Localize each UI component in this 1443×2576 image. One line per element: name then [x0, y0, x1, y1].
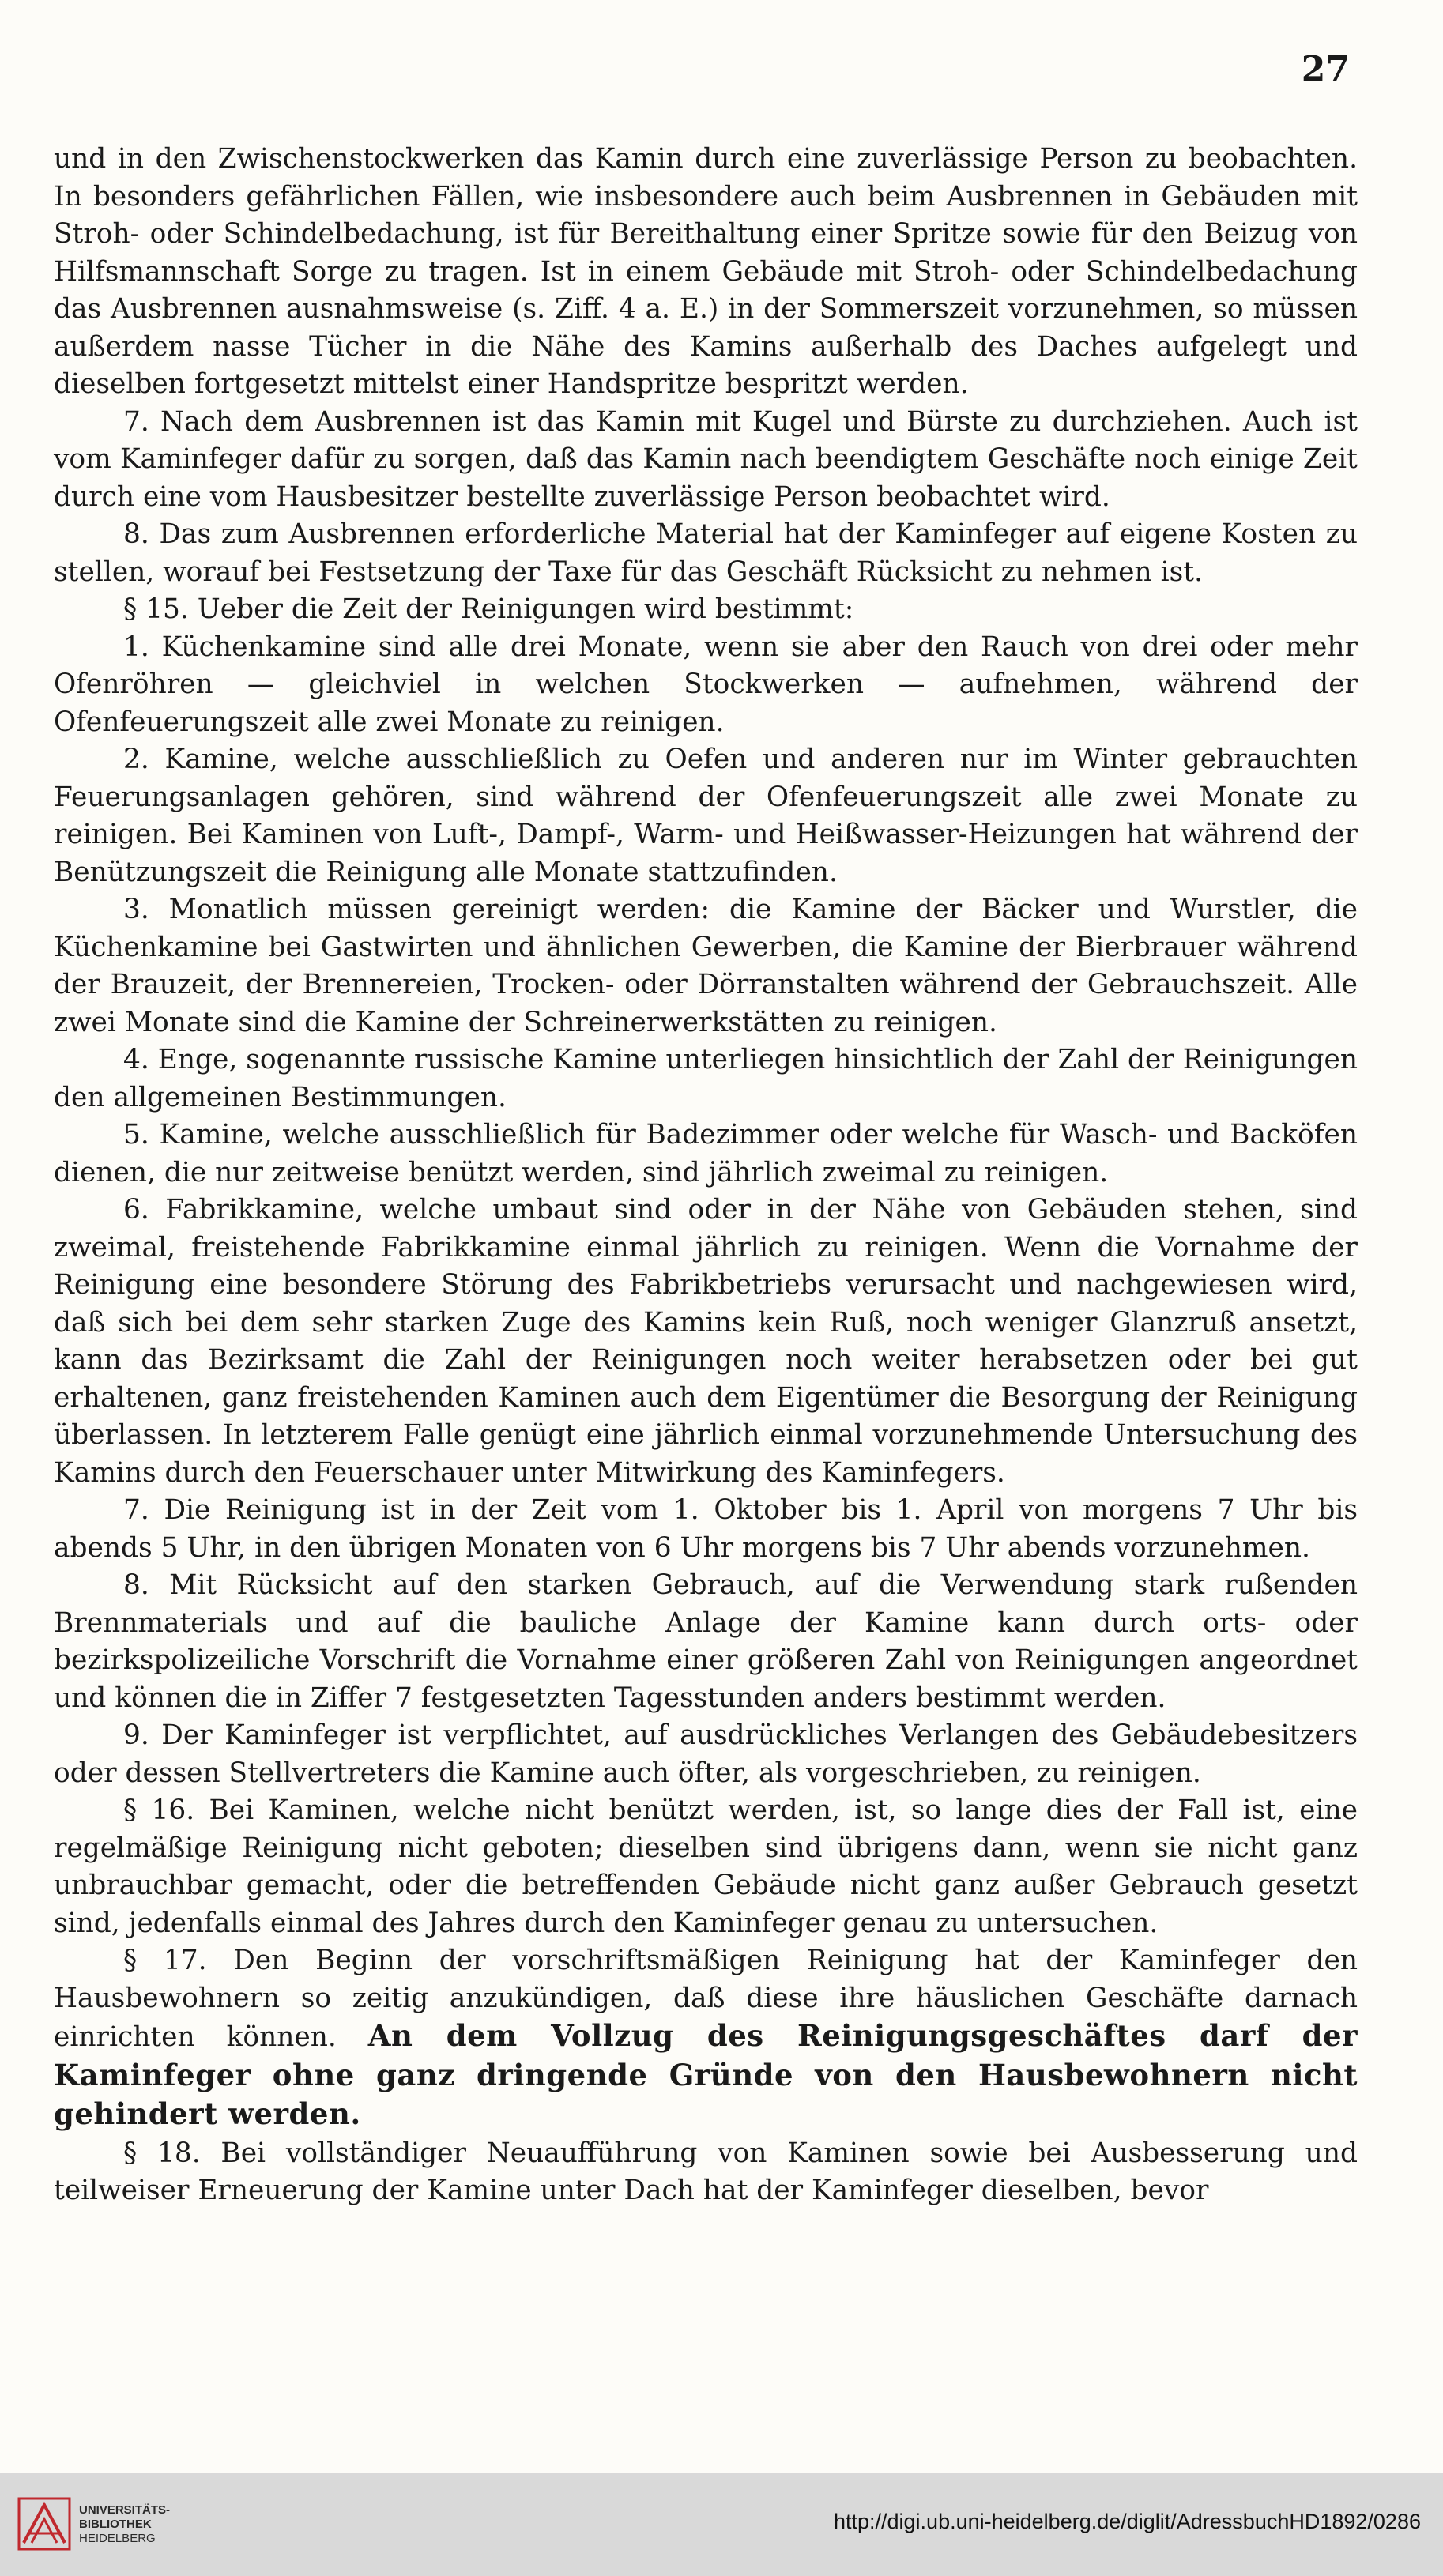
library-name-line: UNIVERSITÄTS-: [79, 2503, 171, 2517]
paragraph-text: 9. Der Kaminfeger ist verpflichtet, auf ausdrückliches Verlangen des Gebäudebesitzers oder dessen Stellvertreters die Kamine auch öfter, als vorgeschrieben, zu reinigen.: [54, 1719, 1358, 1789]
paragraph: [54, 1192, 1358, 1492]
paragraph: [54, 891, 1358, 1041]
library-name-line: BIBLIOTHEK: [79, 2518, 152, 2531]
viewer-footer: [0, 2473, 1443, 2576]
source-url-link[interactable]: http://digi.ub.uni-heidelberg.de/diglit/AdressbuchHD1892/0286: [833, 2510, 1421, 2533]
paragraph: [54, 1717, 1358, 1792]
paragraph: [54, 1492, 1358, 1567]
paragraph-text: 7. Die Reinigung ist in der Zeit vom 1. Oktober bis 1. April von morgens 7 Uhr bis abends 5 Uhr, in den übrigen Monaten von 6 Uhr morgens bis 7 Uhr abends vorzunehmen.: [54, 1494, 1358, 1564]
paragraph-text: § 15. Ueber die Zeit der Reinigungen wird bestimmt:: [123, 593, 854, 625]
paragraph: [54, 591, 1358, 629]
library-name-line: HEIDELBERG: [79, 2532, 156, 2545]
paragraph: [54, 516, 1358, 591]
paragraph: [54, 629, 1358, 742]
paragraph-text: 4. Enge, sogenannte russische Kamine unterliegen hinsichtlich der Zahl der Reinigungen den allgemeinen Bestimmungen.: [54, 1044, 1358, 1113]
paragraph-text: § 18. Bei vollständiger Neuaufführung von Kaminen sowie bei Ausbesserung und teilweiser Erneuerung der Kamine unter Dach hat der Kaminfeger dieselben, bevor: [54, 2137, 1358, 2206]
library-logo-icon: [16, 2495, 73, 2552]
paragraph-text: und in den Zwischenstockwerken das Kamin durch eine zuverlässige Person zu beobachten. In besonders gefährlichen Fällen, wie insbesondere auch beim Ausbrennen in Gebäuden mit Stroh- oder Schindelbedachung, ist für Bereithaltung einer Spritze sowie für den Beizug von Hilfsmannschaft Sorge zu tragen. Ist in einem Gebäude mit Stroh- oder Schindelbedachung das Ausbrennen ausnahmsweise (s. Ziff. 4 a. E.) in der Sommerszeit vorzunehmen, so müssen außerdem nasse Tücher in die Nähe des Kamins außerhalb des Daches aufgelegt und dieselben fortgesetzt mittelst einer Handspritze bespritzt werden.: [54, 143, 1358, 400]
paragraph-text: 1. Küchenkamine sind alle drei Monate, wenn sie aber den Rauch von drei oder mehr Ofenröhren — gleichviel in welchen Stockwerken — aufnehmen, während der Ofenfeuerungszeit alle zwei Monate zu reinigen.: [54, 631, 1358, 738]
paragraph-text: 3. Monatlich müssen gereinigt werden: die Kamine der Bäcker und Wurstler, die Küchenkamine bei Gastwirten und ähnlichen Gewerben, die Kamine der Bierbrauer während der Brauzeit, der Brennereien, Trocken- oder Dörranstalten während der Gebrauchszeit. Alle zwei Monate sind die Kamine der Schreinerwerkstätten zu reinigen.: [54, 894, 1358, 1038]
emphasized-text: An dem Vollzug des Reinigungsgeschäftes darf der Kaminfeger ohne ganz dringende Gründe von den Hausbewohnern nicht gehindert werden.: [54, 2018, 1358, 2131]
paragraph-text: 8. Mit Rücksicht auf den starken Gebrauch, auf die Verwendung stark rußenden Brennmaterials und auf die bauliche Anlage der Kamine kann durch orts- oder bezirkspolizeiliche Vorschrift die Vornahme einer größeren Zahl von Reinigungen angeordnet und können die in Ziffer 7 festgesetzten Tagesstunden anders bestimmt werden.: [54, 1569, 1358, 1714]
paragraph-text: 6. Fabrikkamine, welche umbaut sind oder in der Nähe von Gebäuden stehen, sind zweimal, freistehende Fabrikkamine einmal jährlich zu reinigen. Wenn die Vornahme der Reinigung eine besondere Störung des Fabrikbetriebs verursacht und nachgewiesen wird, daß sich bei dem sehr starken Zuge des Kamins kein Ruß, noch weniger Glanzruß ansetzt, kann das Bezirksamt die Zahl der Reinigungen noch weiter herabsetzen oder bei gut erhaltenen, ganz freistehenden Kaminen auch dem Eigentümer die Besorgung der Reinigung überlassen. In letzterem Falle genügt eine jährlich einmal vorzunehmende Untersuchung des Kamins durch den Feuerschauer unter Mitwirkung des Kaminfegers.: [54, 1194, 1358, 1489]
paragraph: [54, 1792, 1358, 1942]
paragraph: [54, 404, 1358, 517]
paragraph: [54, 1117, 1358, 1192]
page-number: 27: [1301, 49, 1350, 89]
body-text: [54, 141, 1358, 2210]
paragraph: [54, 141, 1358, 404]
paragraph: [54, 1942, 1358, 2135]
paragraph: [54, 1041, 1358, 1117]
paragraph-text: 2. Kamine, welche ausschließlich zu Oefen und anderen nur im Winter gebrauchten Feuerungsanlagen gehören, sind während der Ofenfeuerungszeit alle zwei Monate zu reinigen. Bei Kaminen von Luft-, Dampf-, Warm- und Heißwasser-Heizungen hat während der Benützungszeit die Reinigung alle Monate stattzufinden.: [54, 744, 1358, 888]
paragraph: [54, 741, 1358, 891]
paragraph-text: 5. Kamine, welche ausschließlich für Badezimmer oder welche für Wasch- und Backöfen dienen, die nur zeitweise benützt werden, sind jährlich zweimal zu reinigen.: [54, 1119, 1358, 1188]
paragraph-text: § 17. Den Beginn der vorschriftsmäßigen Reinigung hat der Kaminfeger den Hausbewohnern so zeitig anzukündigen, daß diese ihre häuslichen Geschäfte darnach einrichten können.: [54, 1945, 1358, 2053]
paragraph: [54, 2135, 1358, 2210]
paragraph-text: 8. Das zum Ausbrennen erforderliche Material hat der Kaminfeger auf eigene Kosten zu stellen, worauf bei Festsetzung der Taxe für das Geschäft Rücksicht zu nehmen ist.: [54, 518, 1358, 588]
paragraph-text: 7. Nach dem Ausbrennen ist das Kamin mit Kugel und Bürste zu durchziehen. Auch ist vom Kaminfeger dafür zu sorgen, daß das Kamin nach beendigtem Geschäfte noch einige Zeit durch eine vom Hausbesitzer bestellte zuverlässige Person beobachtet wird.: [54, 405, 1358, 513]
paragraph: [54, 1567, 1358, 1717]
paragraph-text: § 16. Bei Kaminen, welche nicht benützt werden, ist, so lange dies der Fall ist, eine regelmäßige Reinigung nicht geboten; dieselben sind übrigens dann, wenn sie nicht ganz unbrauchbar gemacht, oder die betreffenden Gebäude nicht ganz außer Gebrauch gesetzt sind, jedenfalls einmal des Jahres durch den Kaminfeger genau zu untersuchen.: [54, 1795, 1358, 1939]
library-name: [79, 2503, 170, 2546]
